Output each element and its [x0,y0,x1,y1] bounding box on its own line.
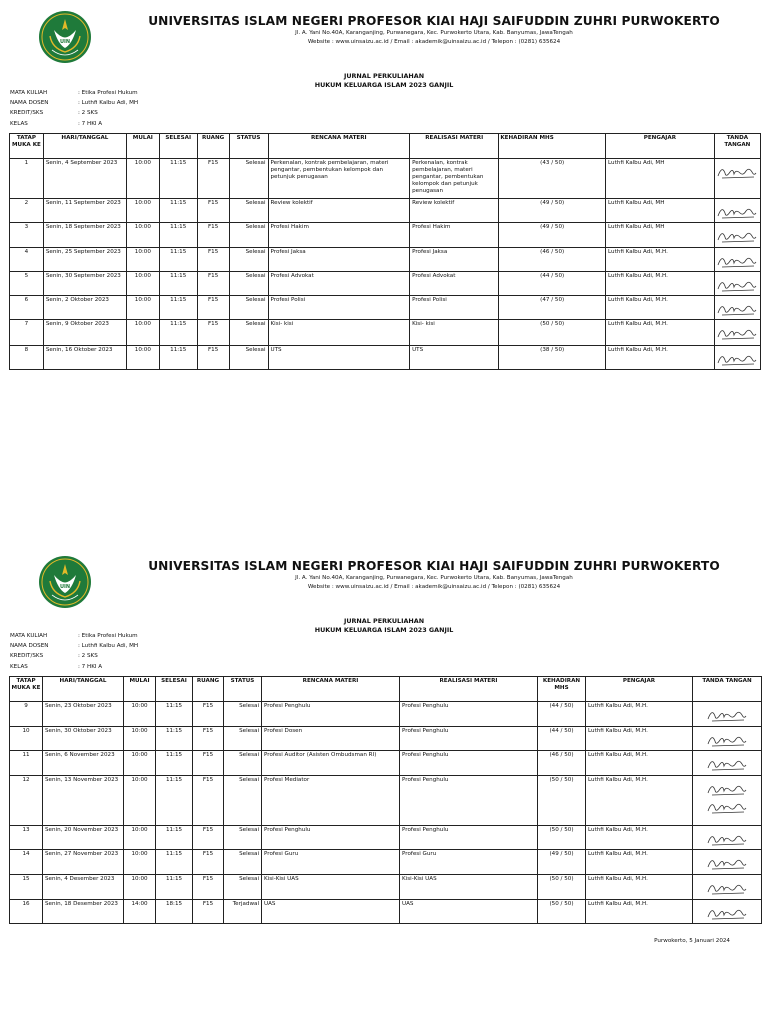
col-signature: TANDA TANGAN [693,677,762,702]
room-cell: F15 [193,702,224,727]
status-cell: Selesai [229,223,268,248]
attendance-cell: (46 / 50) [499,248,606,272]
course-meta [10,90,278,131]
realization-cell: Profesi Penghulu [400,727,538,751]
col-date: HARI/TANGGAL [43,134,126,159]
signature-icon [716,324,758,342]
end-time: 11:15 [159,159,197,199]
signature-cell [714,248,760,272]
meeting-number: 5 [10,272,44,296]
col-attendance: KEHADIRAN MHS [499,134,606,159]
date-cell: Senin, 30 Oktober 2023 [43,727,124,751]
svg-text:UIN: UIN [59,584,71,590]
room-cell: F15 [197,272,229,296]
realization-cell: UAS [400,900,538,924]
signature-cell [714,346,760,370]
university-name: UNIVERSITAS ISLAM NEGERI PROFESOR KIAI HAJI SAIFUDDIN ZUHRI PURWOKERTO [148,14,720,28]
signature-icon [716,252,758,270]
status-cell: Selesai [229,248,268,272]
start-time: 10:00 [126,223,159,248]
date-cell: Senin, 2 Oktober 2023 [43,296,126,320]
date-cell: Senin, 16 Oktober 2023 [43,346,126,370]
end-time: 11:15 [156,702,193,727]
room-cell: F15 [197,296,229,320]
signature-icon [706,879,748,897]
room-cell: F15 [197,199,229,223]
letterhead [0,0,768,60]
date-cell: Senin, 6 November 2023 [43,751,124,776]
attendance-cell: (43 / 50) [499,159,606,199]
table-row [10,223,761,248]
university-address: Jl. A. Yani No.40A, Karanganjing, Purwanegara, Kec. Purwokerto Utara, Kab. Banyumas, JawaTengah [295,575,573,581]
attendance-cell: (50 / 50) [499,320,606,346]
realization-cell: Kisi-Kisi UAS [400,875,538,900]
lecturer-cell: Luthfi Kalbu Adi, M.H. [606,346,715,370]
table-row [10,159,761,199]
meeting-number: 8 [10,346,44,370]
plan-cell: Profesi Polisi [268,296,410,320]
plan-cell: Profesi Penghulu [262,702,400,727]
meeting-number: 1 [10,159,44,199]
room-cell: F15 [193,850,224,875]
attendance-cell: (44 / 50) [538,727,586,751]
table-row [10,346,761,370]
realization-cell: Profesi Guru [400,850,538,875]
meeting-number: 10 [10,727,43,751]
signature-icon [716,227,758,245]
room-cell: F15 [193,900,224,924]
doc-subtitle: HUKUM KELUARGA ISLAM 2023 GANJIL [314,626,454,634]
table-row [10,900,762,924]
plan-cell: Profesi Mediator [262,776,400,826]
status-cell: Selesai [229,272,268,296]
signature-cell [714,320,760,346]
attendance-cell: (49 / 50) [499,223,606,248]
date-cell: Senin, 30 September 2023 [43,272,126,296]
signature-icon [706,706,748,724]
signature-cell [714,159,760,199]
meeting-number: 13 [10,826,43,850]
table-row [10,272,761,296]
plan-cell: Kisi- kisi [268,320,410,346]
end-time: 11:15 [156,776,193,826]
date-cell: Senin, 11 September 2023 [43,199,126,223]
attendance-cell: (50 / 50) [538,776,586,826]
signature-icon [706,904,748,922]
signature-cell [693,900,762,924]
lecturer-cell: Luthfi Kalbu Adi, M.H. [586,850,693,875]
signature-cell [714,272,760,296]
journal-table-2 [9,676,762,924]
realization-cell: Profesi Penghulu [400,702,538,727]
table-row [10,727,762,751]
status-cell: Selesai [224,826,262,850]
col-meeting: TATAP MUKA KE [10,677,43,702]
realization-cell: Profesi Jaksa [410,248,499,272]
end-time: 11:15 [159,320,197,346]
meta-label: KELAS [10,663,28,670]
meeting-number: 12 [10,776,43,826]
signature-icon [716,300,758,318]
status-cell: Selesai [229,159,268,199]
realization-cell: Profesi Penghulu [400,776,538,826]
meeting-number: 16 [10,900,43,924]
lecturer-cell: Luthfi Kalbu Adi, M.H. [606,320,715,346]
col-start: MULAI [124,677,156,702]
meta-value: : 2 SKS [78,110,98,117]
meeting-number: 2 [10,199,44,223]
table-row [10,320,761,346]
realization-cell: UTS [410,346,499,370]
date-cell: Senin, 4 Desember 2023 [43,875,124,900]
realization-cell: Review kolektif [410,199,499,223]
room-cell: F15 [197,248,229,272]
start-time: 10:00 [124,875,156,900]
signature-icon [706,755,748,773]
table-row [10,199,761,223]
room-cell: F15 [197,346,229,370]
plan-cell: Perkenalan, kontrak pembelajaran, materi pengantar, pembentukan kelompok dan petunjuk penugasan [268,159,410,199]
room-cell: F15 [193,727,224,751]
start-time: 10:00 [124,751,156,776]
journal-page-2 [0,545,768,1024]
start-time: 10:00 [126,159,159,199]
plan-cell: Profesi Dosen [262,727,400,751]
lecturer-cell: Luthfi Kalbu Adi, MH [606,223,715,248]
date-cell: Senin, 25 September 2023 [43,248,126,272]
realization-cell: Profesi Advokat [410,272,499,296]
start-time: 10:00 [124,850,156,875]
signature-icon [706,798,748,816]
status-cell: Terjadwal [224,900,262,924]
signature-cell [693,875,762,900]
course-meta [10,633,278,674]
start-time: 10:00 [126,272,159,296]
realization-cell: Kisi- kisi [410,320,499,346]
date-cell: Senin, 20 November 2023 [43,826,124,850]
room-cell: F15 [193,826,224,850]
col-room: RUANG [197,134,229,159]
lecturer-cell: Luthfi Kalbu Adi, MH [606,159,715,199]
start-time: 10:00 [126,248,159,272]
room-cell: F15 [197,223,229,248]
plan-cell: Kisi-Kisi UAS [262,875,400,900]
status-cell: Selesai [229,320,268,346]
signature-cell [714,223,760,248]
plan-cell: Profesi Jaksa [268,248,410,272]
meeting-number: 14 [10,850,43,875]
end-time: 11:15 [159,346,197,370]
university-contact: Website : www.uinsaizu.ac.id / Email : akademik@uinsaizu.ac.id / Telepon : (0281) 635624 [307,39,561,45]
status-cell: Selesai [224,702,262,727]
status-cell: Selesai [229,346,268,370]
meta-value: : 7 HKI A [78,663,103,670]
table-row [10,850,762,875]
end-time: 11:15 [156,826,193,850]
signature-cell [693,727,762,751]
table-row [10,248,761,272]
attendance-cell: (50 / 50) [538,875,586,900]
signature-cell [693,751,762,776]
realization-cell: Profesi Penghulu [400,751,538,776]
plan-cell: Profesi Penghulu [262,826,400,850]
meta-value: : Etika Profesi Hukum [78,633,138,639]
end-time: 11:15 [156,727,193,751]
doc-subtitle: HUKUM KELUARGA ISLAM 2023 GANJIL [314,81,454,89]
meeting-number: 11 [10,751,43,776]
meta-label: KELAS [10,120,28,127]
lecturer-cell: Luthfi Kalbu Adi, M.H. [606,272,715,296]
table-row [10,826,762,850]
journal-table-1 [9,133,761,370]
date-cell: Senin, 9 Oktober 2023 [43,320,126,346]
start-time: 10:00 [124,776,156,826]
university-logo-icon [38,10,92,64]
col-date: HARI/TANGGAL [43,677,124,702]
signature-cell [693,776,762,826]
status-cell: Selesai [229,199,268,223]
meta-label: MATA KULIAH [10,633,48,639]
university-logo-icon [38,555,92,609]
date-cell: Senin, 23 Oktober 2023 [43,702,124,727]
col-lecturer: PENGAJAR [586,677,693,702]
table-row [10,296,761,320]
col-start: MULAI [126,134,159,159]
signature-cell [693,702,762,727]
table-row [10,702,762,727]
place-date: Purwokerto, 5 Januari 2024 [654,938,730,944]
meta-value: : 7 HKI A [78,120,103,127]
start-time: 10:00 [126,346,159,370]
doc-title: JURNAL PERKULIAHAN [343,617,425,625]
end-time: 11:15 [156,875,193,900]
col-meeting: TATAP MUKA KE [10,134,44,159]
meta-label: MATA KULIAH [10,90,48,96]
university-contact: Website : www.uinsaizu.ac.id / Email : akademik@uinsaizu.ac.id / Telepon : (0281) 635624 [307,584,561,590]
plan-cell: Review kolektif [268,199,410,223]
meta-label: KREDIT/SKS [10,110,44,117]
signature-icon [716,276,758,294]
meeting-number: 4 [10,248,44,272]
meta-value: : Luthfi Kalbu Adi, MH [78,643,139,650]
university-address: Jl. A. Yani No.40A, Karanganjing, Purwanegara, Kec. Purwokerto Utara, Kab. Banyumas, JawaTengah [295,30,573,36]
realization-cell: Profesi Penghulu [400,826,538,850]
meta-label: NAMA DOSEN [10,643,49,650]
status-cell: Selesai [224,751,262,776]
plan-cell: Profesi Advokat [268,272,410,296]
attendance-cell: (49 / 50) [499,199,606,223]
signature-cell [714,296,760,320]
col-end: SELESAI [156,677,193,702]
realization-cell: Perkenalan, kontrak pembelajaran, materi pengantar, pembentukan kelompok dan petunjuk penugasan [410,159,499,199]
attendance-cell: (49 / 50) [538,850,586,875]
lecturer-cell: Luthfi Kalbu Adi, M.H. [586,702,693,727]
status-cell: Selesai [229,296,268,320]
col-realization: REALISASI MATERI [400,677,538,702]
meeting-number: 9 [10,702,43,727]
start-time: 10:00 [124,702,156,727]
date-cell: Senin, 4 September 2023 [43,159,126,199]
start-time: 10:00 [124,727,156,751]
col-status: STATUS [224,677,262,702]
lecturer-cell: Luthfi Kalbu Adi, M.H. [606,296,715,320]
realization-cell: Profesi Hakim [410,223,499,248]
attendance-cell: (50 / 50) [538,826,586,850]
lecturer-cell: Luthfi Kalbu Adi, M.H. [586,900,693,924]
meta-value: : 2 SKS [78,653,98,660]
col-end: SELESAI [159,134,197,159]
signature-icon [716,203,758,221]
plan-cell: Profesi Guru [262,850,400,875]
attendance-cell: (47 / 50) [499,296,606,320]
signature-icon [706,731,748,749]
attendance-cell: (44 / 50) [538,702,586,727]
end-time: 11:15 [156,751,193,776]
lecturer-cell: Luthfi Kalbu Adi, M.H. [586,776,693,826]
plan-cell: Profesi Auditor (Asisten Ombudsman RI) [262,751,400,776]
end-time: 11:15 [159,272,197,296]
meta-label: KREDIT/SKS [10,653,44,660]
meta-value: : Etika Profesi Hukum [78,90,138,96]
col-plan: RENCANA MATERI [262,677,400,702]
date-cell: Senin, 18 Desember 2023 [43,900,124,924]
signature-cell [693,850,762,875]
signature-icon [716,350,758,368]
end-time: 11:15 [159,296,197,320]
meeting-number: 3 [10,223,44,248]
signature-icon [706,830,748,848]
signature-icon [716,163,758,181]
signature-icon [706,854,748,872]
lecturer-cell: Luthfi Kalbu Adi, MH [606,199,715,223]
room-cell: F15 [193,776,224,826]
plan-cell: Profesi Hakim [268,223,410,248]
doc-title: JURNAL PERKULIAHAN [343,72,425,80]
status-cell: Selesai [224,776,262,826]
signature-icon [706,780,748,798]
lecturer-cell: Luthfi Kalbu Adi, M.H. [586,826,693,850]
journal-page-1 [0,0,768,380]
end-time: 11:15 [156,850,193,875]
end-time: 18:15 [156,900,193,924]
status-cell: Selesai [224,727,262,751]
meta-label: NAMA DOSEN [10,100,49,107]
lecturer-cell: Luthfi Kalbu Adi, M.H. [586,751,693,776]
university-name: UNIVERSITAS ISLAM NEGERI PROFESOR KIAI HAJI SAIFUDDIN ZUHRI PURWOKERTO [148,559,720,573]
table-row [10,875,762,900]
col-status: STATUS [229,134,268,159]
start-time: 10:00 [126,199,159,223]
end-time: 11:15 [159,248,197,272]
date-cell: Senin, 27 November 2023 [43,850,124,875]
svg-text:UIN: UIN [59,39,71,45]
attendance-cell: (44 / 50) [499,272,606,296]
plan-cell: UTS [268,346,410,370]
end-time: 11:15 [159,199,197,223]
signature-cell [714,199,760,223]
col-plan: RENCANA MATERI [268,134,410,159]
signature-cell [693,826,762,850]
room-cell: F15 [197,320,229,346]
col-room: RUANG [193,677,224,702]
attendance-cell: (50 / 50) [538,900,586,924]
col-lecturer: PENGAJAR [606,134,715,159]
meeting-number: 15 [10,875,43,900]
col-attendance: KEHADIRAN MHS [538,677,586,702]
room-cell: F15 [193,875,224,900]
col-realization: REALISASI MATERI [410,134,499,159]
start-time: 14:00 [124,900,156,924]
meeting-number: 7 [10,320,44,346]
lecturer-cell: Luthfi Kalbu Adi, M.H. [586,875,693,900]
start-time: 10:00 [126,320,159,346]
room-cell: F15 [193,751,224,776]
date-cell: Senin, 13 November 2023 [43,776,124,826]
realization-cell: Profesi Polisi [410,296,499,320]
start-time: 10:00 [124,826,156,850]
attendance-cell: (46 / 50) [538,751,586,776]
plan-cell: UAS [262,900,400,924]
col-signature: TANDA TANGAN [714,134,760,159]
table-row [10,751,762,776]
room-cell: F15 [197,159,229,199]
letterhead [0,545,768,605]
status-cell: Selesai [224,875,262,900]
attendance-cell: (38 / 50) [499,346,606,370]
date-cell: Senin, 18 September 2023 [43,223,126,248]
table-row [10,776,762,826]
lecturer-cell: Luthfi Kalbu Adi, M.H. [586,727,693,751]
end-time: 11:15 [159,223,197,248]
meta-value: : Luthfi Kalbu Adi, MH [78,100,139,107]
lecturer-cell: Luthfi Kalbu Adi, M.H. [606,248,715,272]
meeting-number: 6 [10,296,44,320]
start-time: 10:00 [126,296,159,320]
status-cell: Selesai [224,850,262,875]
